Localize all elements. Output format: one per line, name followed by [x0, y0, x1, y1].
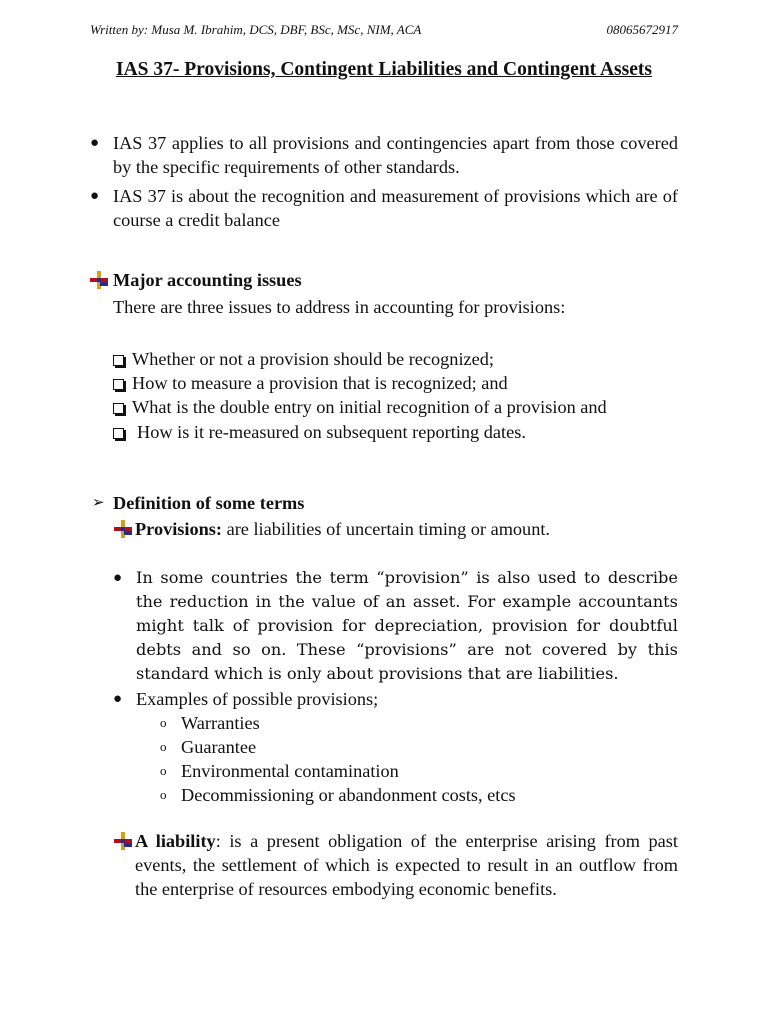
cross-marker-icon: [113, 831, 133, 851]
issue-item-4: How is it re-measured on subsequent reporting dates.: [113, 420, 526, 444]
bullet-icon: ●: [90, 188, 100, 204]
definition-bullet-1: In some countries the term “provision” is also used to describe the reduction in the value of an asset. For example accountants might talk of provision for depreciation, provision for doubtful debts and so on. These “provisions” are not covered by this standard which is only about provisions that are liabilities.: [136, 568, 678, 683]
definitions-heading: Definition of some terms: [113, 493, 305, 513]
circle-bullet-icon: o: [160, 715, 167, 730]
circle-bullet-icon: o: [160, 787, 167, 802]
checkbox-icon: [113, 428, 124, 439]
page-title: IAS 37- Provisions, Contingent Liabilities and Contingent Assets: [116, 59, 652, 80]
cross-marker-icon: [89, 270, 109, 290]
example-item: Guarantee: [181, 737, 257, 757]
definition-bullet-2: Examples of possible provisions;: [136, 689, 379, 709]
bullet-icon: ●: [90, 135, 100, 151]
header-phone: 08065672917: [606, 22, 678, 37]
issue-item-3: What is the double entry on initial recognition of a provision and: [113, 395, 607, 419]
arrow-bullet-icon: ➢: [92, 495, 105, 511]
issue-item-1: Whether or not a provision should be recognized;: [113, 347, 494, 371]
liability-term: A liability: [135, 831, 216, 851]
checkbox-icon: [113, 379, 124, 390]
liability-definition: A liability: is a present obligation of the enterprise arising from past events, the settlement of which is expected to result in an outflow from the enterprise of resources embodying economic benefits.: [135, 831, 678, 899]
bullet-icon: ●: [113, 691, 123, 707]
intro-bullet-1: IAS 37 applies to all provisions and contingencies apart from those covered by the specific requirements of other standards.: [113, 133, 678, 177]
checkbox-icon: [113, 355, 124, 366]
example-item: Decommissioning or abandonment costs, etcs: [181, 785, 516, 805]
issue-item-2: How to measure a provision that is recognized; and: [113, 371, 508, 395]
example-item: Warranties: [181, 713, 260, 733]
major-issues-heading: Major accounting issues: [113, 270, 302, 290]
circle-bullet-icon: o: [160, 739, 167, 754]
provisions-definition: Provisions: are liabilities of uncertain timing or amount.: [135, 519, 550, 539]
major-issues-lead: There are three issues to address in accounting for provisions:: [113, 297, 566, 317]
bullet-icon: ●: [113, 570, 123, 586]
provisions-term: Provisions:: [135, 519, 223, 539]
header-author: Written by: Musa M. Ibrahim, DCS, DBF, BSc, MSc, NIM, ACA: [90, 22, 422, 37]
cross-marker-icon: [113, 519, 133, 539]
intro-bullet-2: IAS 37 is about the recognition and measurement of provisions which are of course a credit balance: [113, 186, 678, 230]
example-item: Environmental contamination: [181, 761, 399, 781]
checkbox-icon: [113, 403, 124, 414]
circle-bullet-icon: o: [160, 763, 167, 778]
